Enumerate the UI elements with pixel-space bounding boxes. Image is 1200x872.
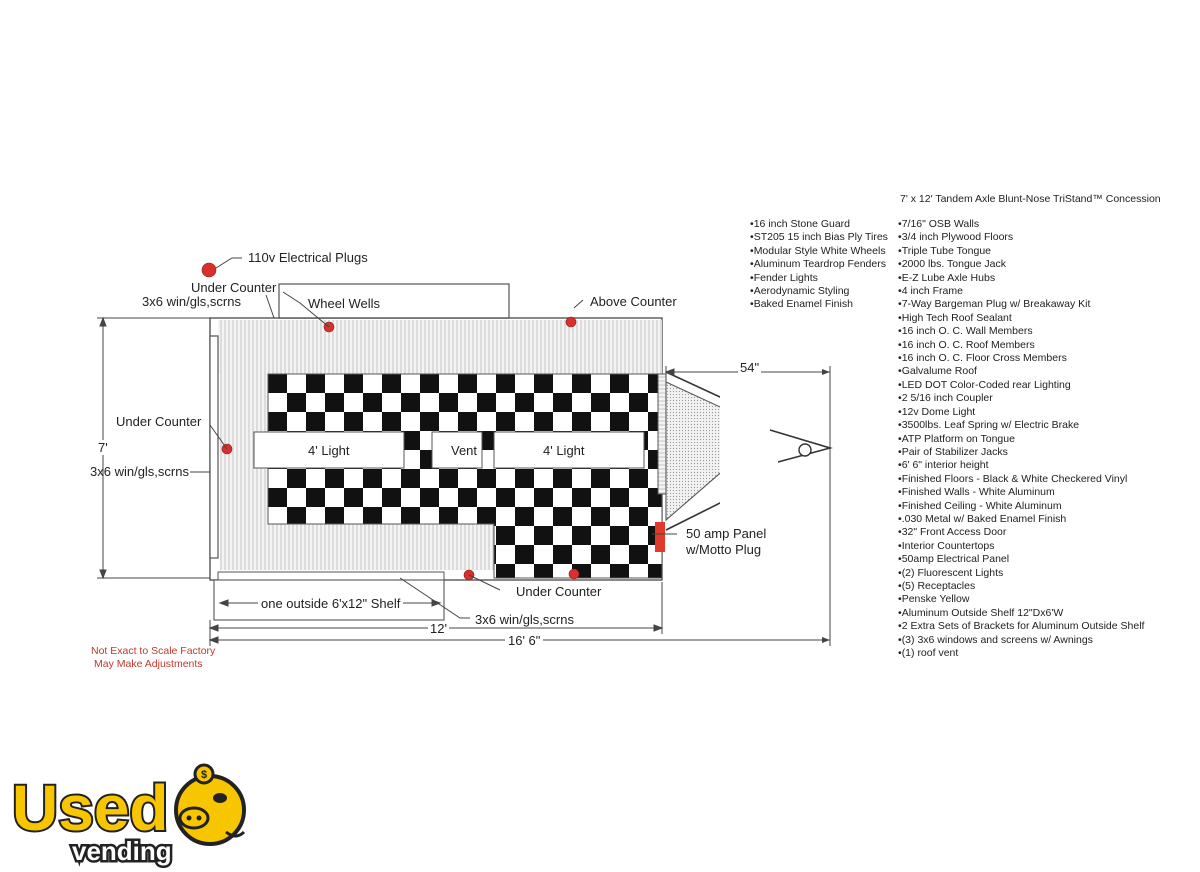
list-item: • Pair of Stabilizer Jacks [898,446,1144,459]
list-item: • LED DOT Color-Coded rear Lighting [898,379,1144,392]
tongue-platform [666,382,720,520]
scale-note-line2: May Make Adjustments [94,658,203,670]
list-item: • 32" Front Access Door [898,526,1144,539]
logo-word: Used [12,772,169,844]
plug-marker-legend [202,263,216,277]
pig-mascot-icon [176,765,244,844]
list-item: • 16 inch O. C. Roof Members [898,339,1144,352]
left-counter [220,374,268,570]
scale-note [91,645,215,671]
list-item: • Modular Style White Wheels [750,245,888,258]
list-item: • Penske Yellow [898,593,1144,606]
list-item: • Finished Ceiling - White Aluminum [898,500,1144,513]
list-item: • Galvalume Roof [898,365,1144,378]
bottom-counter [268,524,494,570]
list-item: • (2) Fluorescent Lights [898,567,1144,580]
vent-label: Vent [451,443,478,458]
dim-tongue-label: 54" [740,360,760,375]
spec-title: 7' x 12' Tandem Axle Blunt-Nose TriStand™ Concession [900,193,1161,205]
trailer-floor-plan [0,0,720,700]
list-item: • E-Z Lube Axle Hubs [898,272,1144,285]
list-item: • Aerodynamic Styling [750,285,888,298]
list-item: • ATP Platform on Tongue [898,433,1144,446]
list-item: • 2000 lbs. Tongue Jack [898,258,1144,271]
list-item: • Finished Walls - White Aluminum [898,486,1144,499]
panel-label-line1: 50 amp Panel [686,526,767,541]
shelf-label: one outside 6'x12" Shelf [258,596,403,611]
window-bottom-label: 3x6 win/gls,scrns [475,612,574,627]
top-counter [218,320,662,374]
logo-sub: vending [72,836,172,866]
features-left-list [750,218,888,312]
dim-total-label: 16' 6" [505,633,543,648]
list-item: • 3500lbs. Leaf Spring w/ Electric Brake [898,419,1144,432]
svg-text:$: $ [200,769,208,781]
dim-width-label: 7' [98,440,108,455]
list-item: • 16 inch Stone Guard [750,218,888,231]
under-counter-top-label: Under Counter [191,280,277,295]
under-counter-left-label: Under Counter [116,414,202,429]
list-item: • Aluminum Outside Shelf 12"Dx6'W [898,607,1144,620]
list-item: • 16 inch O. C. Wall Members [898,325,1144,338]
plug-marker [566,317,576,327]
list-item: • 2 Extra Sets of Brackets for Aluminum Outside Shelf [898,620,1144,633]
list-item: • 3/4 inch Plywood Floors [898,231,1144,244]
list-item: • 2 5/16 inch Coupler [898,392,1144,405]
window-bottom [218,572,444,580]
list-item: • ST205 15 inch Bias Ply Tires [750,231,888,244]
under-counter-bottom-label: Under Counter [516,584,602,599]
plug-marker [569,569,579,579]
above-counter-label: Above Counter [590,294,677,309]
list-item: • 12v Dome Light [898,406,1144,419]
front-wall [658,374,666,494]
list-item: • .030 Metal w/ Baked Enamel Finish [898,513,1144,526]
wheel-wells-label: Wheel Wells [308,296,381,311]
window-left [210,336,218,558]
scale-note-line1: Not Exact to Scale Factory [91,645,216,657]
list-item: • 6' 6" interior height [898,459,1144,472]
light-left-label: 4' Light [308,443,350,458]
tongue-dimension-ext [720,360,840,650]
list-item: • Baked Enamel Finish [750,298,888,311]
list-item: • 16 inch O. C. Floor Cross Members [898,352,1144,365]
list-item: • 7/16" OSB Walls [898,218,1144,231]
list-item: • Interior Countertops [898,540,1144,553]
window-top-label: 3x6 win/gls,scrns [142,294,241,309]
list-item: • Triple Tube Tongue [898,245,1144,258]
list-item: • 7-Way Bargeman Plug w/ Breakaway Kit [898,298,1144,311]
list-item: • Finished Floors - Black & White Checkered Vinyl [898,473,1144,486]
list-item: • Fender Lights [750,272,888,285]
list-item: • (1) roof vent [898,647,1144,660]
dim-box-label: 12' [430,621,447,636]
list-item: • (5) Receptacles [898,580,1144,593]
list-item: • 4 inch Frame [898,285,1144,298]
list-item: • (3) 3x6 windows and screens w/ Awnings [898,634,1144,647]
list-item: • High Tech Roof Sealant [898,312,1144,325]
list-item: • Aluminum Teardrop Fenders [750,258,888,271]
used-vending-logo [8,762,253,868]
list-item: • 50amp Electrical Panel [898,553,1144,566]
window-left-label: 3x6 win/gls,scrns [90,464,189,479]
plugs-label: 110v Electrical Plugs [248,250,368,265]
panel-label-line2: w/Motto Plug [686,542,762,557]
features-right-list [898,218,1144,660]
electrical-panel [655,522,665,552]
light-right-label: 4' Light [543,443,585,458]
